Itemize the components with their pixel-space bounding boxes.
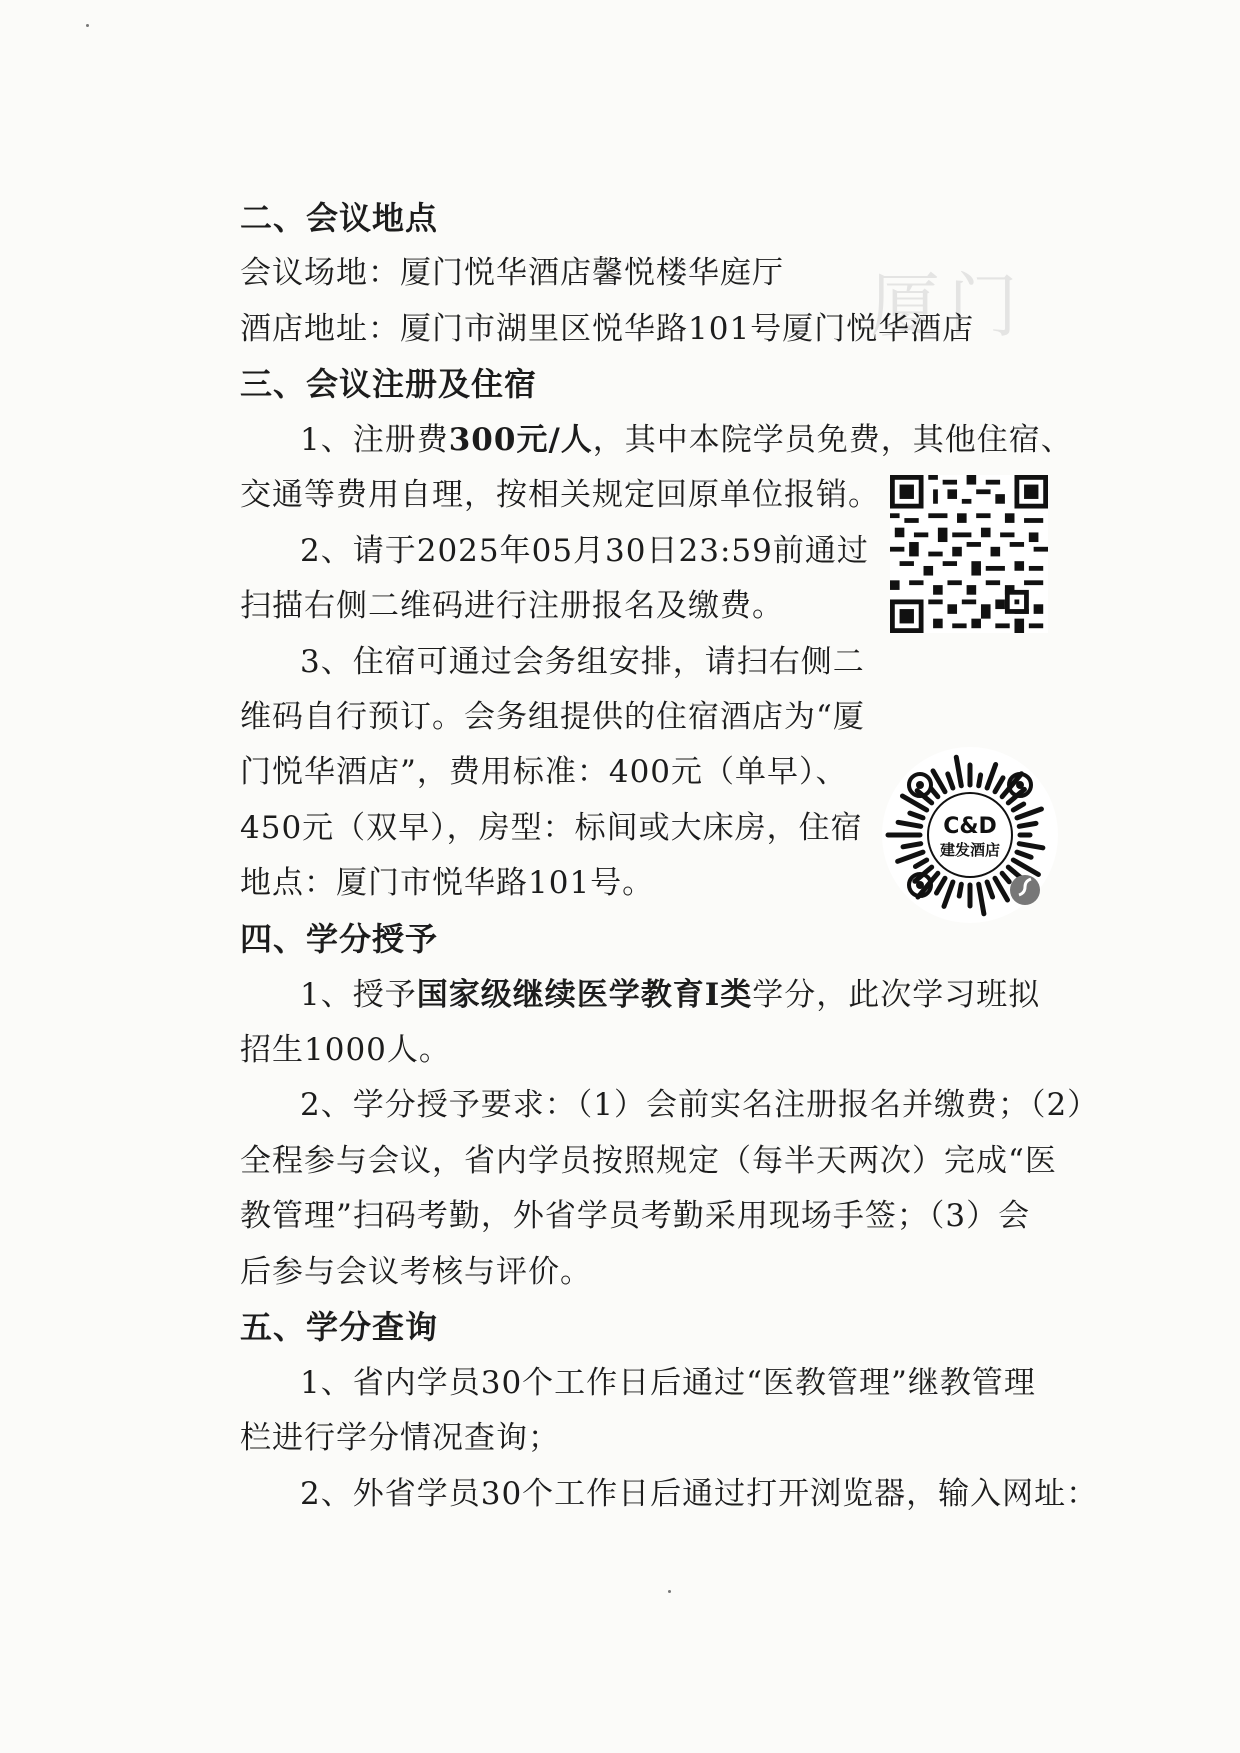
code-ray <box>979 775 981 786</box>
registration-para-2-line-2: 扫描右侧二维码进行注册报名及缴费。 <box>240 588 784 624</box>
scan-speck <box>668 1590 671 1593</box>
credits-para-2: 2、学分授予要求：（1）会前实名注册报名并缴费；（2） <box>300 1087 1100 1123</box>
registration-para-1 <box>300 420 1073 460</box>
section-heading-venue: 二、会议地点 <box>240 199 439 237</box>
registration-para-2: 2、请于2025年05月30日23:59前通过 <box>300 533 869 569</box>
credits-para-2-line-4: 后参与会议考核与评价。 <box>240 1254 592 1290</box>
text-span: ，其中本院学员免费，其他住宿、 <box>592 422 1073 458</box>
registration-fee: 300元/人 <box>448 422 593 458</box>
scan-speck <box>86 24 89 27</box>
lodging-para-line-4: 450元（双早），房型：标间或大床房，住宿 <box>240 810 863 846</box>
venue-address: 酒店地址：厦门市湖里区悦华路101号厦门悦华酒店 <box>240 311 975 347</box>
hotel-brand-name: 建发酒店 <box>939 841 1001 859</box>
hotel-miniprogram-code[interactable] <box>880 745 1060 925</box>
text-span: 1、注册费 <box>300 422 449 458</box>
text-span: 1、授予 <box>300 977 417 1013</box>
code-ray <box>903 844 921 847</box>
credits-para-1 <box>300 975 1040 1015</box>
section-heading-credits: 四、学分授予 <box>240 920 439 958</box>
section-heading-query: 五、学分查询 <box>240 1308 439 1346</box>
bleed-through-mark: 厦门 <box>870 265 1026 347</box>
text-span: 学分，此次学习班拟 <box>752 977 1041 1013</box>
credits-para-2-line-2: 全程参与会议，省内学员按照规定（每半天两次）完成“医 <box>240 1143 1057 1179</box>
lodging-para-line-2: 维码自行预订。会务组提供的住宿酒店为“厦 <box>240 699 865 735</box>
credit-category: 国家级继续医学教育Ⅰ类 <box>416 977 753 1013</box>
registration-para-1-line-2: 交通等费用自理，按相关规定回原单位报销。 <box>240 477 880 513</box>
code-ray <box>1019 823 1036 826</box>
registration-qr-code[interactable] <box>890 474 1048 634</box>
hotel-logo-mark: C&D <box>943 814 997 839</box>
lodging-para-line-3: 门悦华酒店”，费用标准：400元（单早）、 <box>240 754 848 790</box>
lodging-para-line-5: 地点：厦门市悦华路101号。 <box>240 865 655 901</box>
venue-hall: 会议场地：厦门悦华酒店馨悦楼华庭厅 <box>240 255 784 291</box>
credits-para-1-line-2: 招生1000人。 <box>240 1032 451 1068</box>
query-para-1: 1、省内学员30个工作日后通过“医教管理”继教管理 <box>300 1365 1036 1401</box>
code-ray <box>959 884 961 896</box>
query-para-2: 2、外省学员30个工作日后通过打开浏览器，输入网址： <box>300 1476 1099 1512</box>
query-para-1-line-2: 栏进行学分情况查询； <box>240 1420 560 1456</box>
section-heading-registration: 三、会议注册及住宿 <box>240 365 538 403</box>
lodging-para: 3、住宿可通过会务组安排，请扫右侧二 <box>300 644 865 680</box>
credits-para-2-line-3: 教管理”扫码考勤，外省学员考勤采用现场手签；（3）会 <box>240 1198 1031 1234</box>
